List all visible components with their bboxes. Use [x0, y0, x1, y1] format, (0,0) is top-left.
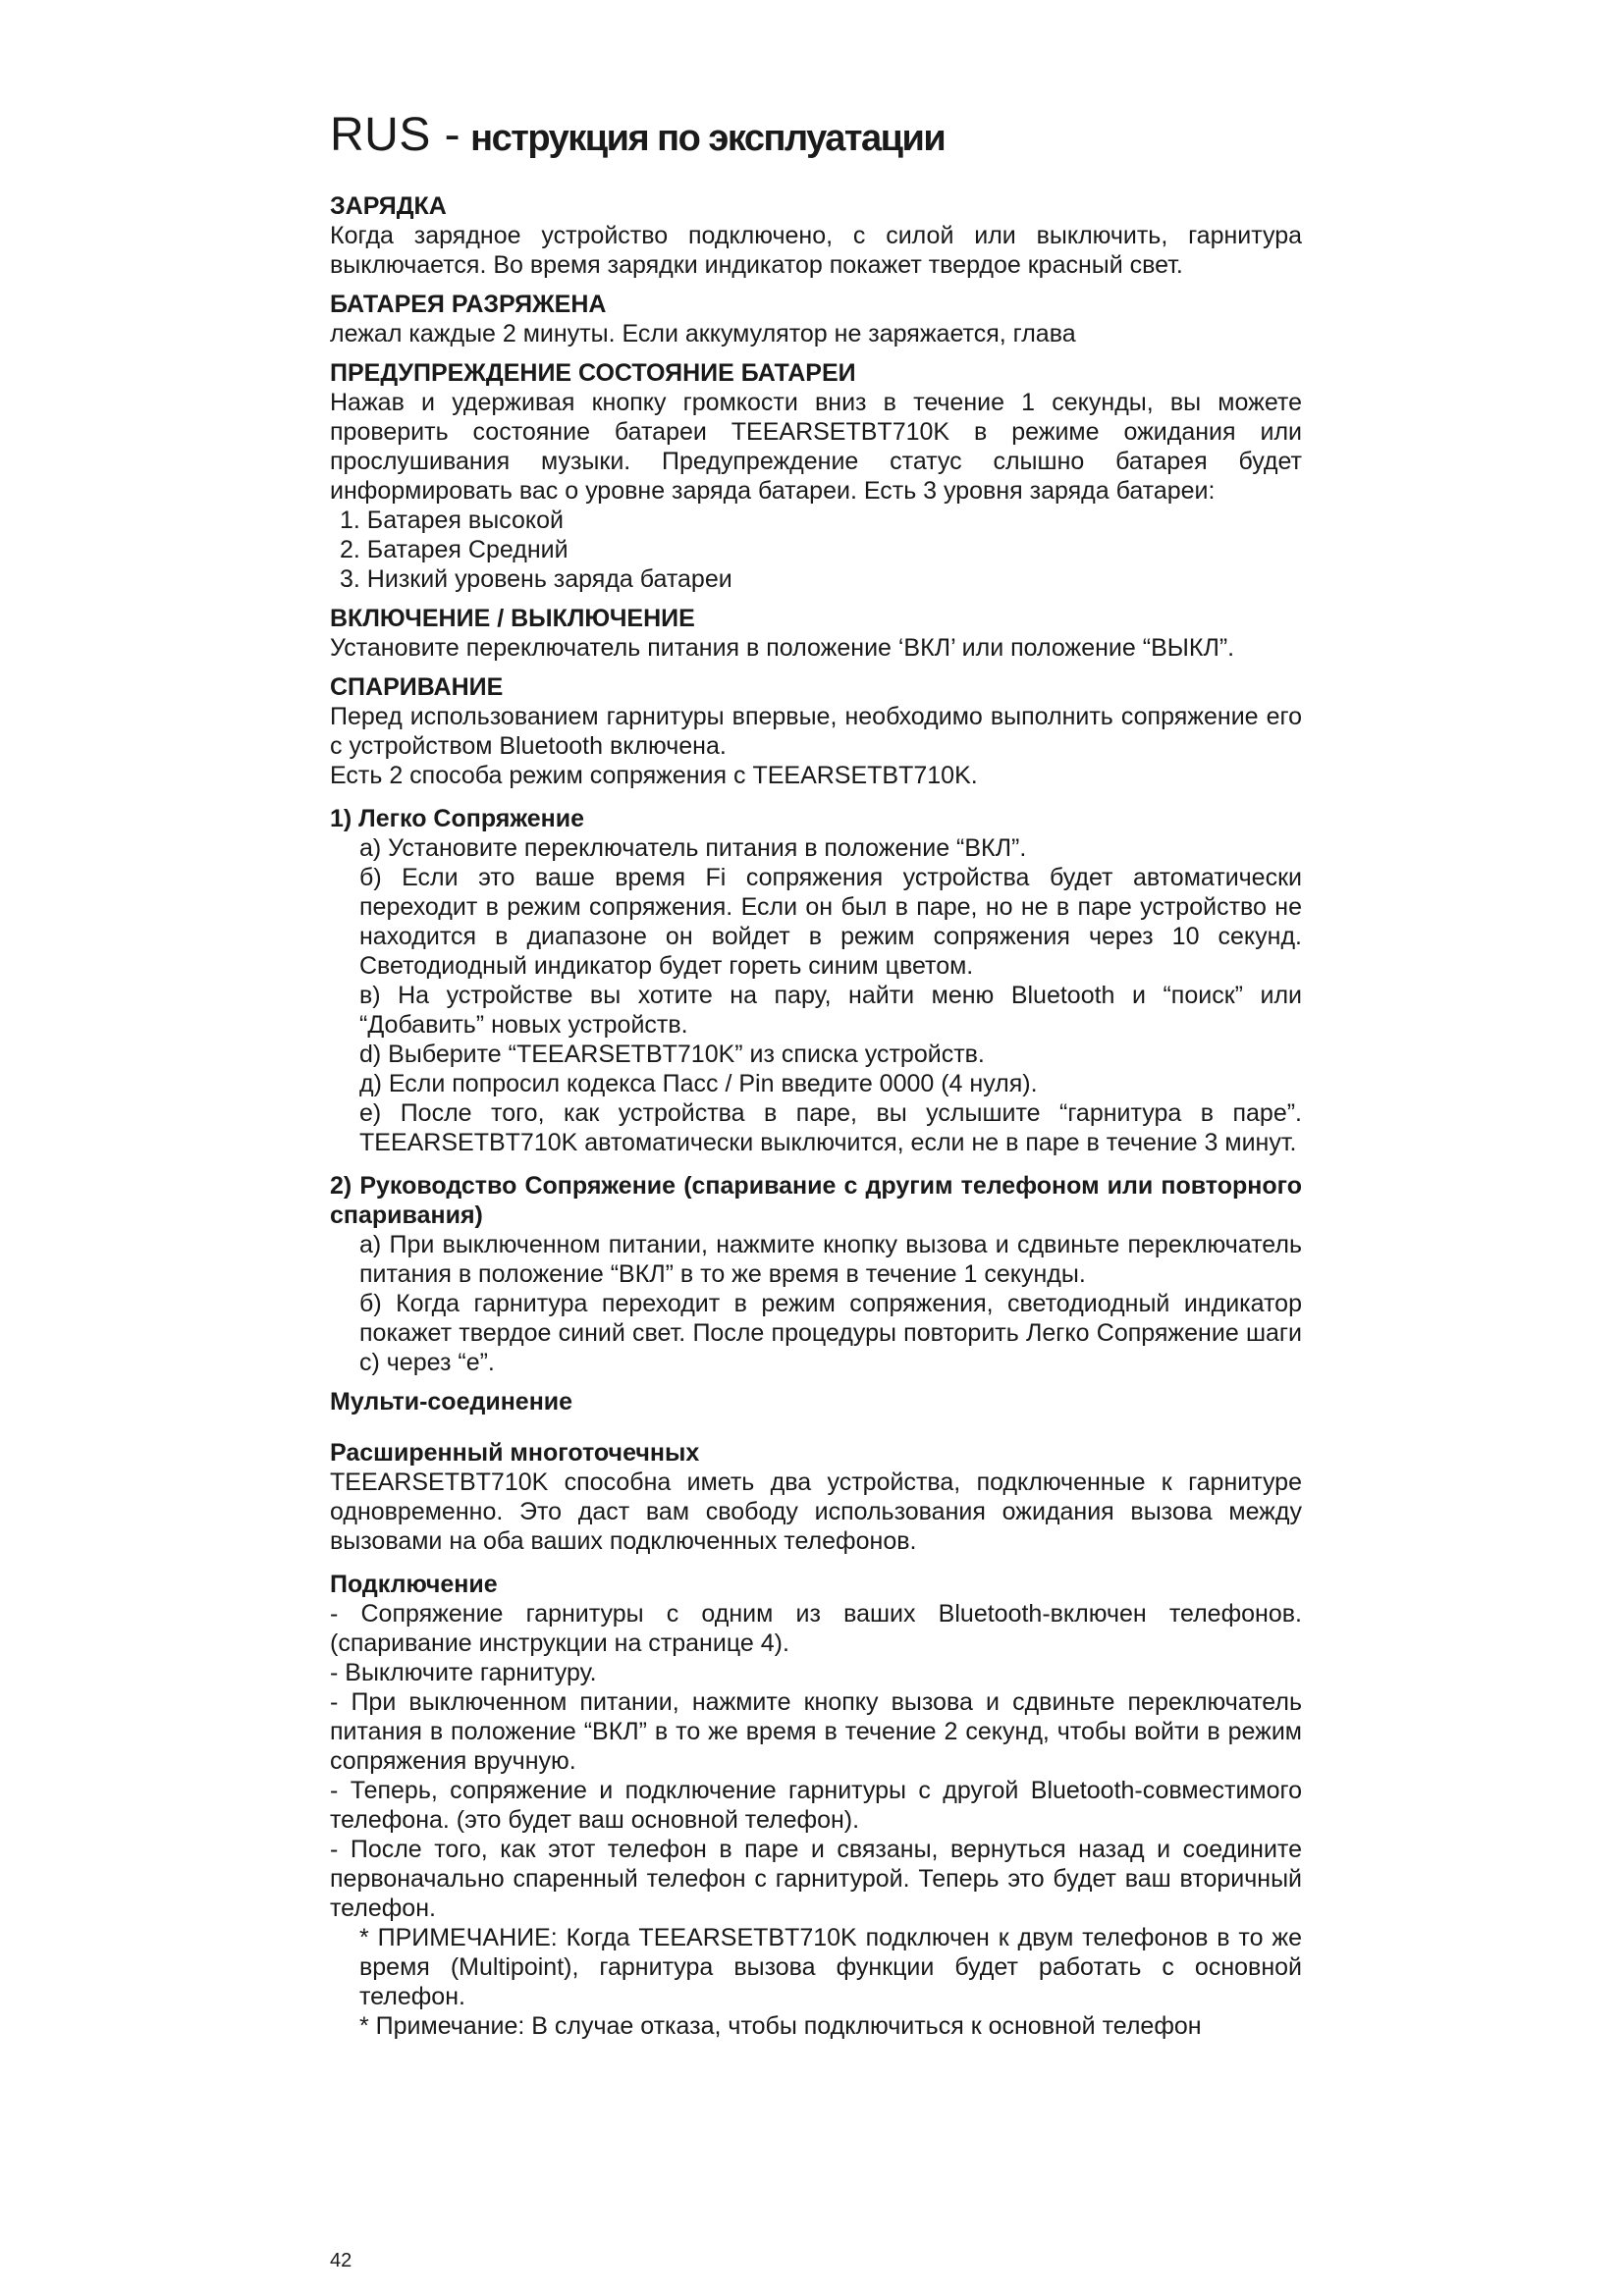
easy-pairing-step: д) Если попросил кодекса Пасс / Pin введите 0000 (4 нуля).	[359, 1070, 1038, 1097]
page-title	[330, 108, 1302, 162]
note-text: * ПРИМЕЧАНИЕ: Когда TEEARSETBT710K подключен к двум телефонов в то же время (Multipoint), гарнитура вызова функции будет работать с основной телефон.	[359, 1924, 1302, 2010]
text-pairing-intro: Перед использованием гарнитуры впервые, необходимо выполнить сопряжение его с устройством Bluetooth включена.	[330, 703, 1302, 760]
section-battery-warning	[330, 358, 1302, 594]
connection-step: - При выключенном питании, нажмите кнопку вызова и сдвиньте переключатель питания в положение “ВКЛ” в то же время в течение 2 секунд, чтобы войти в режим сопряжения вручную.	[330, 1688, 1302, 1775]
section-charging	[330, 191, 1302, 280]
title-subtitle: нструкция по эксплуатации	[470, 118, 946, 159]
page-number: 42	[330, 2250, 352, 2271]
heading-pairing: СПАРИВАНИЕ	[330, 673, 504, 701]
text-charging: Когда зарядное устройство подключено, с силой или выключить, гарнитура выключается. Во время зарядки индикатор покажет твердое красный свет.	[330, 222, 1302, 279]
easy-pairing-step: а) Установите переключатель питания в положение “ВКЛ”.	[359, 834, 1027, 862]
heading-battery-warning: ПРЕДУПРЕЖДЕНИЕ СОСТОЯНИЕ БАТАРЕИ	[330, 359, 856, 387]
battery-level-item: 2. Батарея Средний	[340, 536, 568, 563]
heading-low-battery: БАТАРЕЯ РАЗРЯЖЕНА	[330, 291, 607, 318]
text-battery-warning: Нажав и удерживая кнопку громкости вниз в течение 1 секунды, вы можете проверить состояние батареи TEEARSETBT710K в режиме ожидания или прослушивания музыки. Предупреждение статус слышно батарея будет информировать вас о уровне заряда батареи. Есть 3 уровня заряда батареи:	[330, 389, 1302, 505]
manual-page	[330, 108, 1302, 2051]
heading-charging: ЗАРЯДКА	[330, 192, 447, 220]
section-power	[330, 604, 1302, 663]
text-low-battery: лежал каждые 2 минуты. Если аккумулятор не заряжается, глава	[330, 320, 1076, 347]
easy-pairing-step: е) После того, как устройства в паре, вы услышите “гарнитура в паре”. TEEARSETBT710K автоматически выключится, если не в паре в течение 3 минут.	[359, 1099, 1302, 1156]
heading-easy-pairing: 1) Легко Сопряжение	[330, 805, 585, 832]
heading-manual-pairing: 2) Руководство Сопряжение (спаривание с другим телефоном или повторного спаривания)	[330, 1172, 1302, 1229]
connection-step: - Сопряжение гарнитуры с одним из ваших Bluetooth-включен телефонов. (спаривание инструкции на странице 4).	[330, 1600, 1302, 1657]
section-low-battery	[330, 290, 1302, 348]
section-pairing	[330, 672, 1302, 1377]
text-power: Установите переключатель питания в положение ‘ВКЛ’ или положение “ВЫКЛ”.	[330, 634, 1235, 662]
note-text: * Примечание: В случае отказа, чтобы подключиться к основной телефон	[359, 2012, 1202, 2040]
connection-step: - Выключите гарнитуру.	[330, 1659, 597, 1686]
easy-pairing-step: в) На устройстве вы хотите на пару, найти меню Bluetooth и “поиск” или “Добавить” новых устройств.	[359, 982, 1302, 1039]
text-advanced-multipoint: TEEARSETBT710K способна иметь два устройства, подключенные к гарнитуре одновременно. Это даст вам свободу использования ожидания вызова между вызовами на оба ваших подключенных телефонов.	[330, 1468, 1302, 1555]
heading-advanced-multipoint: Расширенный многоточечных	[330, 1439, 700, 1467]
battery-level-item: 1. Батарея высокой	[340, 507, 564, 534]
connection-step: - После того, как этот телефон в паре и связаны, вернуться назад и соедините первоначально спаренный телефон с гарнитурой. Теперь это будет ваш вторичный телефон.	[330, 1836, 1302, 1922]
heading-multipoint: Мульти-соединение	[330, 1388, 573, 1415]
connection-step: - Теперь, сопряжение и подключение гарнитуры с другой Bluetooth-совместимого телефона. (это будет ваш основной телефон).	[330, 1777, 1302, 1834]
section-multipoint	[330, 1387, 1302, 2041]
battery-level-item: 3. Низкий уровень заряда батареи	[340, 565, 732, 593]
title-language: RUS -	[330, 109, 461, 161]
text-pairing-modes: Есть 2 способа режим сопряжения с TEEARSETBT710K.	[330, 762, 978, 789]
heading-power: ВКЛЮЧЕНИЕ / ВЫКЛЮЧЕНИЕ	[330, 605, 695, 632]
easy-pairing-step: d) Выберите “TEEARSETBT710K” из списка устройств.	[359, 1041, 985, 1068]
manual-pairing-step: б) Когда гарнитура переходит в режим сопряжения, светодиодный индикатор покажет твердое синий свет. После процедуры повторить Легко Сопряжение шаги с) через “е”.	[359, 1290, 1302, 1376]
heading-connection: Подключение	[330, 1571, 498, 1598]
easy-pairing-step: б) Если это ваше время Fi сопряжения устройства будет автоматически переходит в режим сопряжения. Если он был в паре, но не в паре устройство не находится в диапазоне он войдет в режим сопряжения через 10 секунд. Светодиодный индикатор будет гореть синим цветом.	[359, 864, 1302, 980]
manual-pairing-step: а) При выключенном питании, нажмите кнопку вызова и сдвиньте переключатель питания в положение “ВКЛ” в то же время в течение 1 секунды.	[359, 1231, 1302, 1288]
